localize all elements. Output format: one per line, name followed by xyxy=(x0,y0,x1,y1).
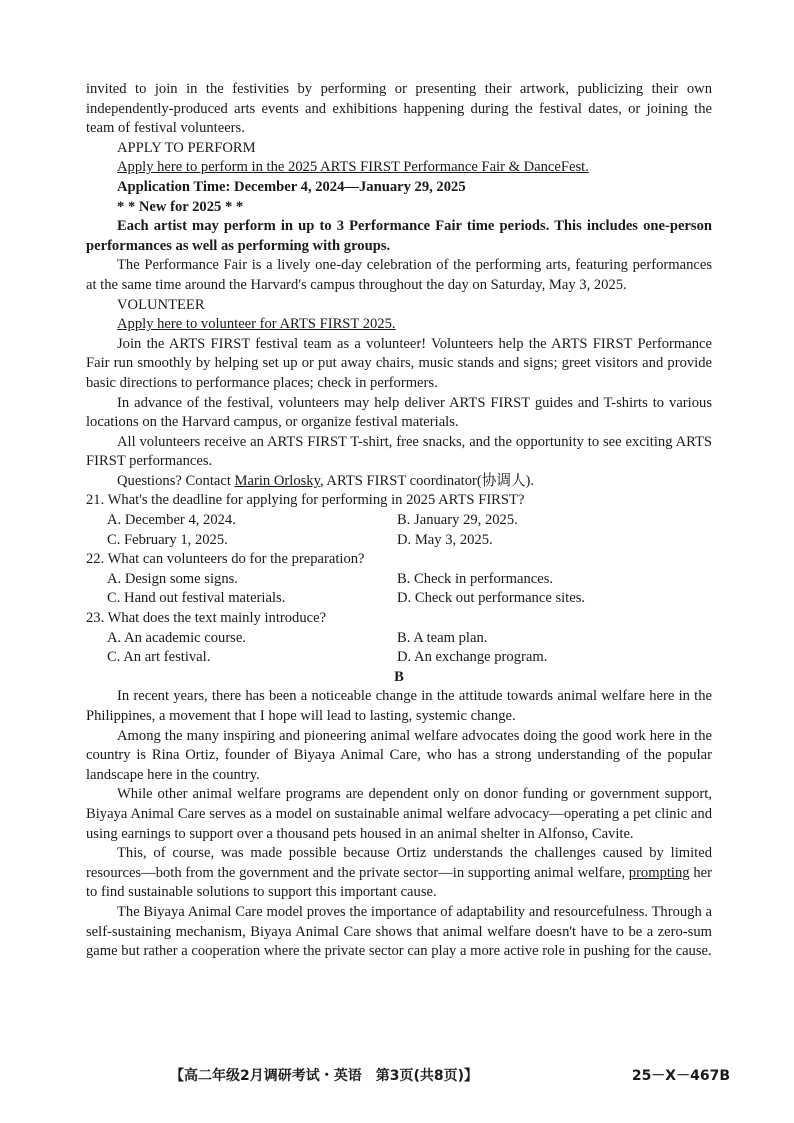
question-22 xyxy=(86,550,712,609)
question-23 xyxy=(86,609,712,668)
underlined-word: prompting xyxy=(628,864,690,881)
volunteer-paragraph-1: Join the ARTS FIRST festival team as a volunteer! Volunteers help the ARTS FIRST Performance Fair run smoothly by helping set up or put away chairs, music stands and signs; greet visitors and provide basic directions to performance places; check in performers. xyxy=(86,335,712,391)
contact-line: Questions? Contact Marin Orlosky, ARTS FIRST coordinator(协调人). xyxy=(117,472,535,489)
new-rule-text: Each artist may perform in up to 3 Performance Fair time periods. This includes one-person performances as well as performing with groups. xyxy=(86,218,712,254)
volunteer-link[interactable]: Apply here to volunteer for ARTS FIRST 2025. xyxy=(117,316,396,333)
option-b: B. A team plan. xyxy=(397,629,488,646)
option-b: B. Check in performances. xyxy=(397,570,554,587)
question-21 xyxy=(86,491,712,550)
volunteer-paragraph-3: All volunteers receive an ARTS FIRST T-shirt, free snacks, and the opportunity to see exciting ARTS FIRST performances. xyxy=(86,433,712,470)
question-text: 22. What can volunteers do for the preparation? xyxy=(86,551,365,568)
footer-exam-info: 【高二年级2月调研考试・英语 第3页(共8页)】 xyxy=(170,1068,479,1084)
b-paragraph-1: In recent years, there has been a noticeable change in the attitude towards animal welfare here in the Philippines, a movement that I hope will lead to lasting, systemic change. xyxy=(86,688,712,724)
b-paragraph-3: While other animal welfare programs are dependent only on donor funding or government support, Biyaya Animal Care serves as a model on sustainable animal welfare advocacy—operating a pet clinic and using earnings to support over a thousand pets housed in an animal shelter in Alfonso, Cavite. xyxy=(86,786,712,842)
option-a: A. Design some signs. xyxy=(107,570,238,587)
option-c: C. February 1, 2025. xyxy=(107,531,228,548)
option-c: C. Hand out festival materials. xyxy=(107,590,286,607)
fair-paragraph: The Performance Fair is a lively one-day celebration of the performing arts, featuring performances at the same time around the Harvard's campus throughout the day on Saturday, May 3, 2025. xyxy=(86,257,712,293)
option-b: B. January 29, 2025. xyxy=(397,512,518,529)
apply-heading: APPLY TO PERFORM xyxy=(117,139,256,156)
page-content xyxy=(86,80,712,962)
option-d: D. May 3, 2025. xyxy=(397,531,493,548)
option-d: D. Check out performance sites. xyxy=(397,590,586,607)
question-text: 23. What does the text mainly introduce? xyxy=(86,610,327,627)
apply-perform-link[interactable]: Apply here to perform in the 2025 ARTS FIRST Performance Fair & DanceFest. xyxy=(117,159,589,176)
option-d: D. An exchange program. xyxy=(397,649,548,666)
contact-name-link[interactable]: Marin Orlosky xyxy=(234,472,320,489)
option-a: A. An academic course. xyxy=(107,629,246,646)
question-text: 21. What's the deadline for applying for performing in 2025 ARTS FIRST? xyxy=(86,492,525,509)
b-paragraph-5: The Biyaya Animal Care model proves the importance of adaptability and resourcefulness. Through a self-sustaining mechanism, Biyaya Animal Care shows that animal welfare doesn't have to be a zero-sum game but rather a cooperation where the private sector can play a more active role in pushing for the cause. xyxy=(86,903,712,960)
volunteer-heading: VOLUNTEER xyxy=(117,296,205,313)
option-a: A. December 4, 2024. xyxy=(107,512,236,529)
footer-code: 25－X－467B xyxy=(631,1068,730,1084)
volunteer-paragraph-2: In advance of the festival, volunteers may help deliver ARTS FIRST guides and T-shirts to various locations on the Harvard campus, or organize festival materials. xyxy=(86,394,712,431)
application-time: Application Time: December 4, 2024—January 29, 2025 xyxy=(117,178,466,195)
intro-paragraph: invited to join in the festivities by performing or presenting their artwork, publicizing their own independently-produced arts events and exhibitions happening during the festival dates, or joining the team of festival volunteers. xyxy=(86,81,712,137)
option-c: C. An art festival. xyxy=(107,649,211,666)
new-heading: * * New for 2025 * * xyxy=(117,198,244,215)
b-paragraph-2: Among the many inspiring and pioneering animal welfare advocates doing the good work here in the country is Rina Ortiz, founder of Biyaya Animal Care, who has a strong understanding of the popular landscape here in the country. xyxy=(86,727,712,783)
b-paragraph-4: This, of course, was made possible because Ortiz understands the challenges caused by limited resources—both from the government and the private sector—in supporting animal welfare, prompting her to find sustainable solutions to support this important cause. xyxy=(86,845,712,901)
page-footer xyxy=(170,1067,730,1087)
section-b-heading: B xyxy=(394,668,404,685)
